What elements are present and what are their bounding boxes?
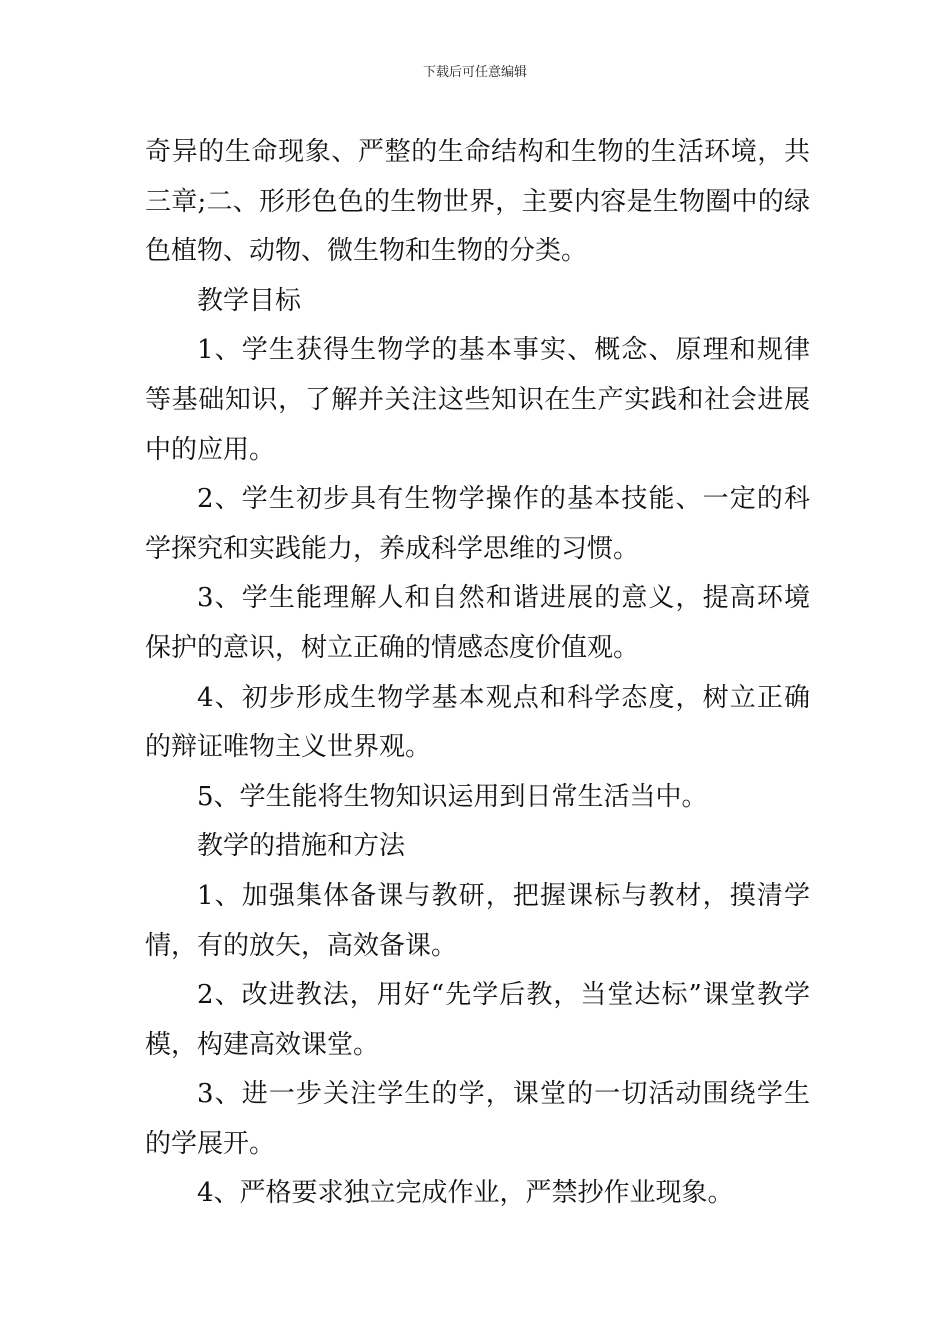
heading-teaching-goals: 教学目标: [197, 285, 302, 316]
goal-item-4: 4、初步形成生物学基本观点和科学态度，树立正确的辩证唯物主义世界观。: [145, 682, 810, 763]
heading-teaching-methods: 教学的措施和方法: [197, 831, 406, 862]
document-body: [145, 128, 810, 1219]
method-item-3: 3、进一步关注学生的学，课堂的一切活动围绕学生的学展开。: [145, 1079, 810, 1159]
goal-item-3: 3、学生能理解人和自然和谐进展的意义，提高环境保护的意识，树立正确的情感态度价值观。: [145, 583, 810, 663]
goal-item-1: 1、学生获得生物学的基本事实、概念、原理和规律等基础知识，了解并关注这些知识在生产实践和社会进展中的应用。: [145, 335, 810, 465]
method-item-1: 1、加强集体备课与教研，把握课标与教材，摸清学情，有的放矢，高效备课。: [145, 880, 810, 961]
goal-item-5: 5、学生能将生物知识运用到日常生活当中。: [197, 781, 708, 812]
goal-item-2: 2、学生初步具有生物学操作的基本技能、一定的科学探究和实践能力，养成科学思维的习惯。: [145, 484, 810, 564]
paragraph-intro-continuation: 奇异的生命现象、严整的生命结构和生物的生活环境，共三章;二、形形色色的生物世界，主要内容是生物圈中的绿色植物、动物、微生物和生物的分类。: [145, 137, 810, 267]
method-item-4: 4、严格要求独立完成作业，严禁抄作业现象。: [197, 1178, 734, 1209]
method-item-2: 2、改进教法，用好“先学后教，当堂达标”课堂教学模，构建高效课堂。: [145, 980, 810, 1060]
page-header: 下载后可任意编辑: [422, 65, 527, 80]
